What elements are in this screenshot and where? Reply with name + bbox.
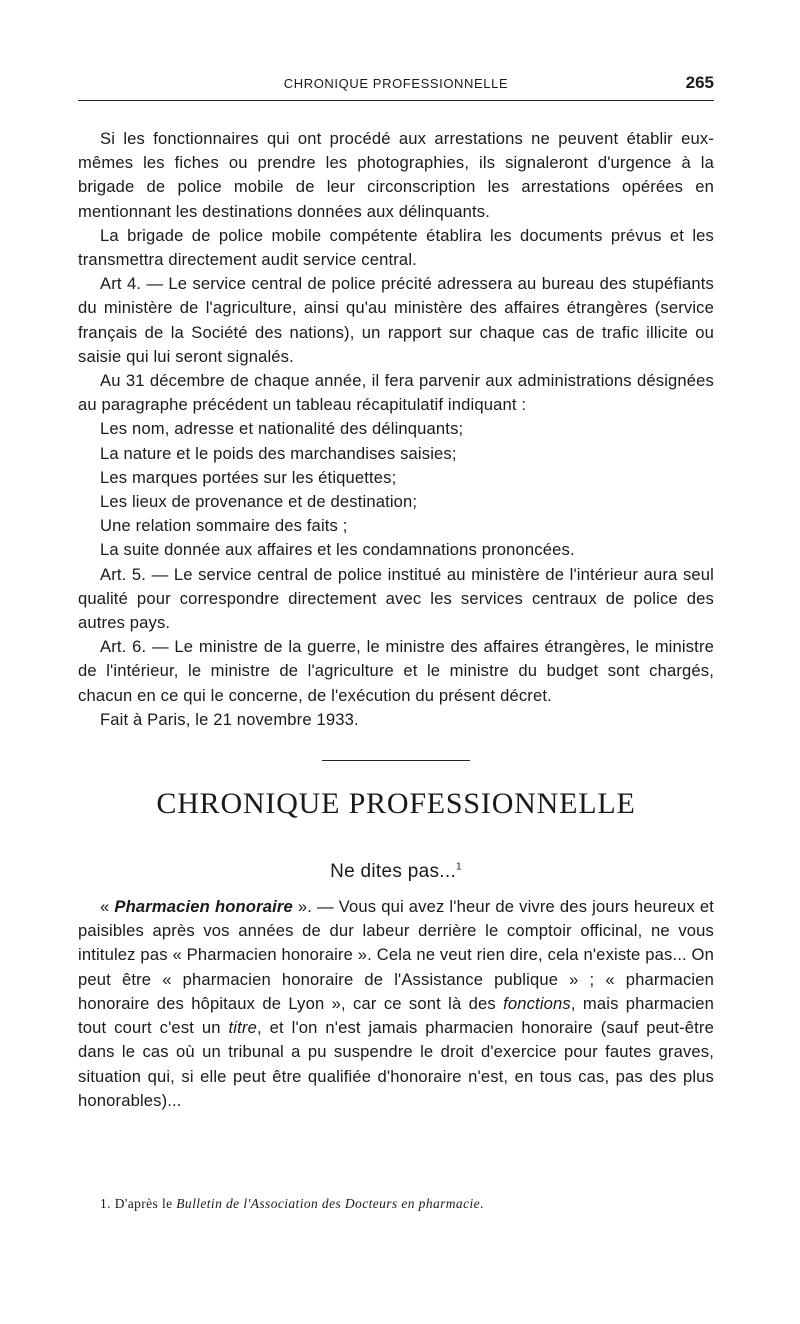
footnote-end: . [480,1196,484,1211]
running-title: CHRONIQUE PROFESSIONNELLE [283,76,509,91]
list-item: Les lieux de provenance et de destination; [100,492,418,512]
footnote-lead: D'après le [110,1196,177,1211]
section-divider [322,760,470,761]
list-item: Les nom, adresse et nationalité des délinquants; [100,419,464,439]
page [78,70,714,1113]
paragraph: Art. 5. — Le service central de police institué au ministère de l'intérieur aura seul qualité pour correspondre directement avec les services centraux de police des autres pays. [78,564,714,633]
list-item: La nature et le poids des marchandises saisies; [100,443,457,463]
article-text [78,895,714,1113]
paragraph: Art 4. — Le service central de police précité adressera au bureau des stupéfiants du ministère de l'agriculture, ainsi qu'au ministère des affaires étrangères (service français de la Société des nations), un rapport sur chaque cas de trafic illicite ou saisie qui lui seront signalés. [78,274,714,366]
decree-text [78,127,714,732]
emphasis-fonctions: fonctions [503,993,571,1013]
signature-line: Fait à Paris, le 21 novembre 1933. [100,709,359,729]
list-item: La suite donnée aux affaires et les condamnations prononcées. [100,540,575,560]
text-run: , mais pharmacien tout court c'est un [78,993,714,1038]
paragraph [78,895,714,1113]
quote-open: « [100,897,115,917]
footnote-source-title: Bulletin de l'Association des Docteurs en pharmacie [176,1196,481,1211]
article-title [78,861,714,883]
section-title: CHRONIQUE PROFESSIONNELLE [156,787,636,821]
running-head [78,70,714,101]
paragraph: La brigade de police mobile compétente établira les documents prévus et les transmettra directement audit service central. [78,225,714,270]
emphasis-titre: titre [228,1018,257,1038]
paragraph: Art. 6. — Le ministre de la guerre, le ministre des affaires étrangères, le ministre de l'intérieur, le ministre de l'agriculture et le ministre du budget sont chargés, chacun en ce qui le concerne, de l'exécution du présent décret. [78,637,714,705]
paragraph: Au 31 décembre de chaque année, il fera parvenir aux administrations désignées au paragraphe précédent un tableau récapitulatif indiquant : [78,371,714,415]
paragraph: Si les fonctionnaires qui ont procédé aux arrestations ne peuvent établir eux-mêmes les fiches ou prendre les photographies, ils signaleront d'urgence à la brigade de police mobile de leur circonscription les arrestations opérées en mentionnant les destinations données aux délinquants. [78,129,714,221]
page-number: 265 [685,73,714,92]
footnote [78,1196,736,1212]
text-run: ». — Vous qui avez l'heur de vivre des jours heureux et paisibles après vos années de dur labeur derrière le comptoir officinal, ne vous intitulez pas « Pharmacien honoraire ». Cela ne veut rien dire, cela n'existe pas... On peut être « pharmacien honoraire de l'Assistance publique » ; « pharmacien honoraire des hôpitaux de Lyon », car ce sont là des [78,897,714,1013]
footnote-marker: 1. [100,1196,111,1211]
text-run: , et l'on n'est jamais pharmacien honoraire (sauf peut-être dans le cas où un tribunal a pu suspendre le droit d'exercice pour fautes graves, situation qui, si elle peut être qualifiée d'honoraire n'est, en tous cas, pas des plus honorables)... [78,1018,714,1110]
list-item: Une relation sommaire des faits ; [100,516,348,536]
article-title-text: Ne dites pas... [330,861,457,883]
term-pharmacien-honoraire: Pharmacien honoraire [114,897,293,917]
list-item: Les marques portées sur les étiquettes; [100,467,397,487]
footnote-ref: 1 [456,861,462,873]
